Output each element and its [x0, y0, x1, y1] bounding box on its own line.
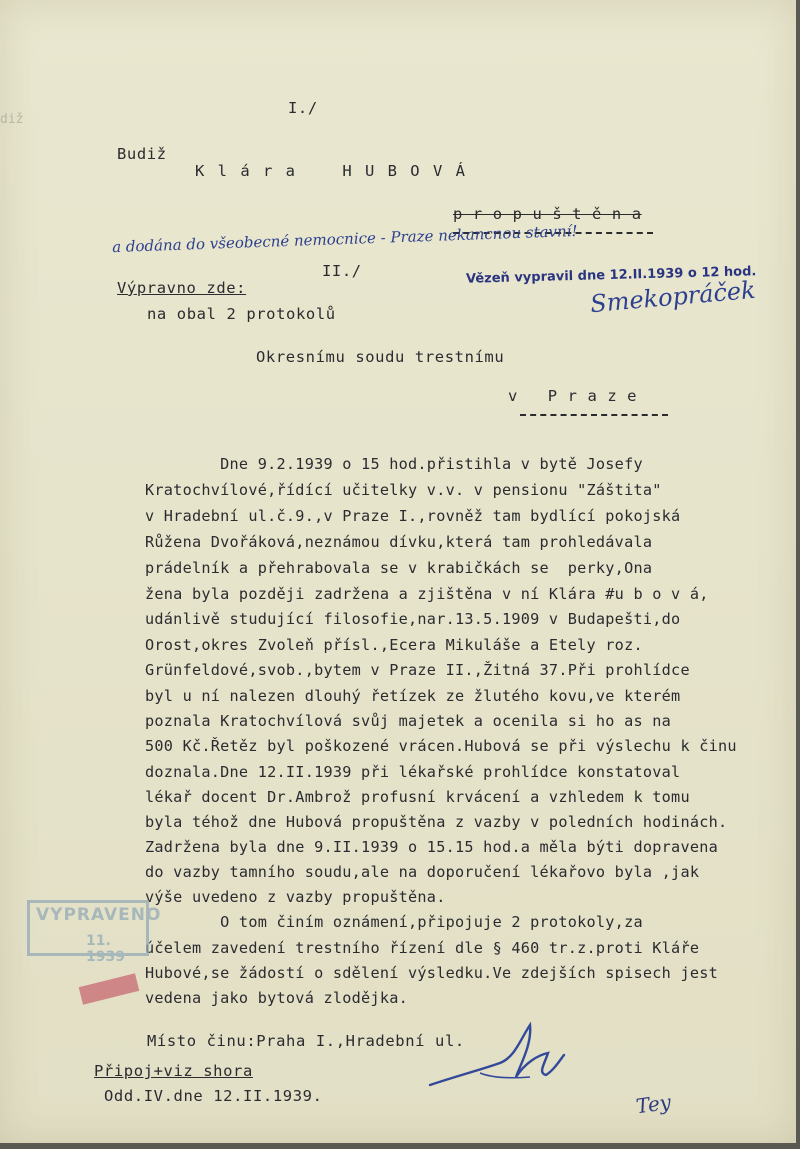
body-line: byla téhož dne Hubová propuštěna z vazby v poledních hodinách. [145, 813, 728, 831]
department-date: Odd.IV.dne 12.II.1939. [104, 1087, 323, 1105]
na-obal-line: na obal 2 protokolů [147, 305, 336, 323]
attachment-note: Připoj+viz shora [94, 1062, 253, 1080]
body-line: udánlivě studující filosofie,nar.13.5.1909 v Budapešti,do [145, 610, 681, 628]
red-stamp-mark [79, 973, 139, 1004]
body-line: vedena jako bytová zlodějka. [145, 989, 409, 1007]
dispatch-stamp: Vězeň vypravil dne 12.II.1939 o 12 hod. [465, 264, 757, 287]
body-line: Zadržena byla dne 9.II.1939 o 15.15 hod.a měla býti dopravena [145, 838, 719, 856]
stamp-date-text: 11. 1939 [86, 933, 125, 965]
bleedthrough-text: diž [0, 112, 24, 127]
vypravno-label: Výpravno zde: [117, 279, 247, 297]
body-line: Růžena Dvořáková,neznámou dívku,která tam prohledávala [145, 533, 653, 551]
budiz-label: Budiž [117, 145, 167, 163]
body-line: doznala.Dne 12.II.1939 při lékařské prohlídce konstatoval [145, 763, 681, 781]
signature-right: Smekopráček [589, 275, 757, 319]
initials-signature: Tey [634, 1089, 673, 1119]
body-line: Grünfeldové,svob.,bytem v Praze II.,Žitná 37.Při prohlídce [145, 661, 690, 679]
body-line: účelem zavedení trestního řízení dle § 460 tr.z.proti Kláře [145, 939, 700, 957]
stamp-vypraveno-text: VYPRAVENO [36, 905, 162, 925]
body-line: Orost,okres Zvoleň přísl.,Ecera Mikuláše a Etely roz. [145, 636, 643, 654]
body-line: v Hradební ul.č.9.,v Praze I.,rovněž tam bydlící pokojská [145, 507, 681, 525]
vypraveno-stamp [27, 900, 162, 965]
section-one-heading: I./ [288, 99, 318, 117]
body-line: lékař docent Dr.Ambrož profusní krvácení a vzhledem k tomu [145, 788, 690, 806]
section-two-heading: II./ [322, 262, 362, 280]
person-name: K l á r a H U B O V Á [195, 162, 467, 180]
body-line: Kratochvílové,řídící učitelky v.v. v pensionu "Záštita" [145, 481, 662, 499]
body-line: výše uvedeno z vazby propuštěna. [145, 888, 446, 906]
body-line: Dne 9.2.1939 o 15 hod.přistihla v bytě Josefy [145, 455, 643, 473]
body-line: prádelník a přehrabovala se v krabičkách se perky,Ona [145, 559, 653, 577]
body-line: žena byla později zadržena a zjištěna v ní Klára #u b o v á, [145, 585, 709, 603]
recipient-court: Okresnímu soudu trestnímu [256, 348, 505, 366]
body-line: Hubové,se žádostí o sdělení výsledku.Ve zdejších spisech jest [145, 964, 719, 982]
place-underline [520, 414, 668, 416]
signature-scrawl [420, 1015, 570, 1105]
body-line: byl u ní nalezen dlouhý řetízek ze žlutého kovu,ve kterém [145, 687, 681, 705]
body-line: 500 Kč.Řetěz byl poškozené vrácen.Hubová se při výslechu k činu [145, 737, 737, 755]
body-line: O tom činím oznámení,připojuje 2 protokoly,za [145, 913, 643, 931]
recipient-place: v P r a z e [508, 387, 638, 405]
body-line: poznala Kratochvílová svůj majetek a ocenila si ho as na [145, 712, 672, 730]
handwritten-note: a dodána do všeobecné nemocnice - Praze nekancnou stavní! [111, 221, 578, 257]
body-line: do vazby tamního soudu,ale na doporučení lékařovo byla ,jak [145, 863, 700, 881]
place-of-crime-line: Místo činu:Praha I.,Hradební ul. [147, 1032, 465, 1050]
released-struck-text: p r o p u š t ě n a [453, 205, 642, 223]
